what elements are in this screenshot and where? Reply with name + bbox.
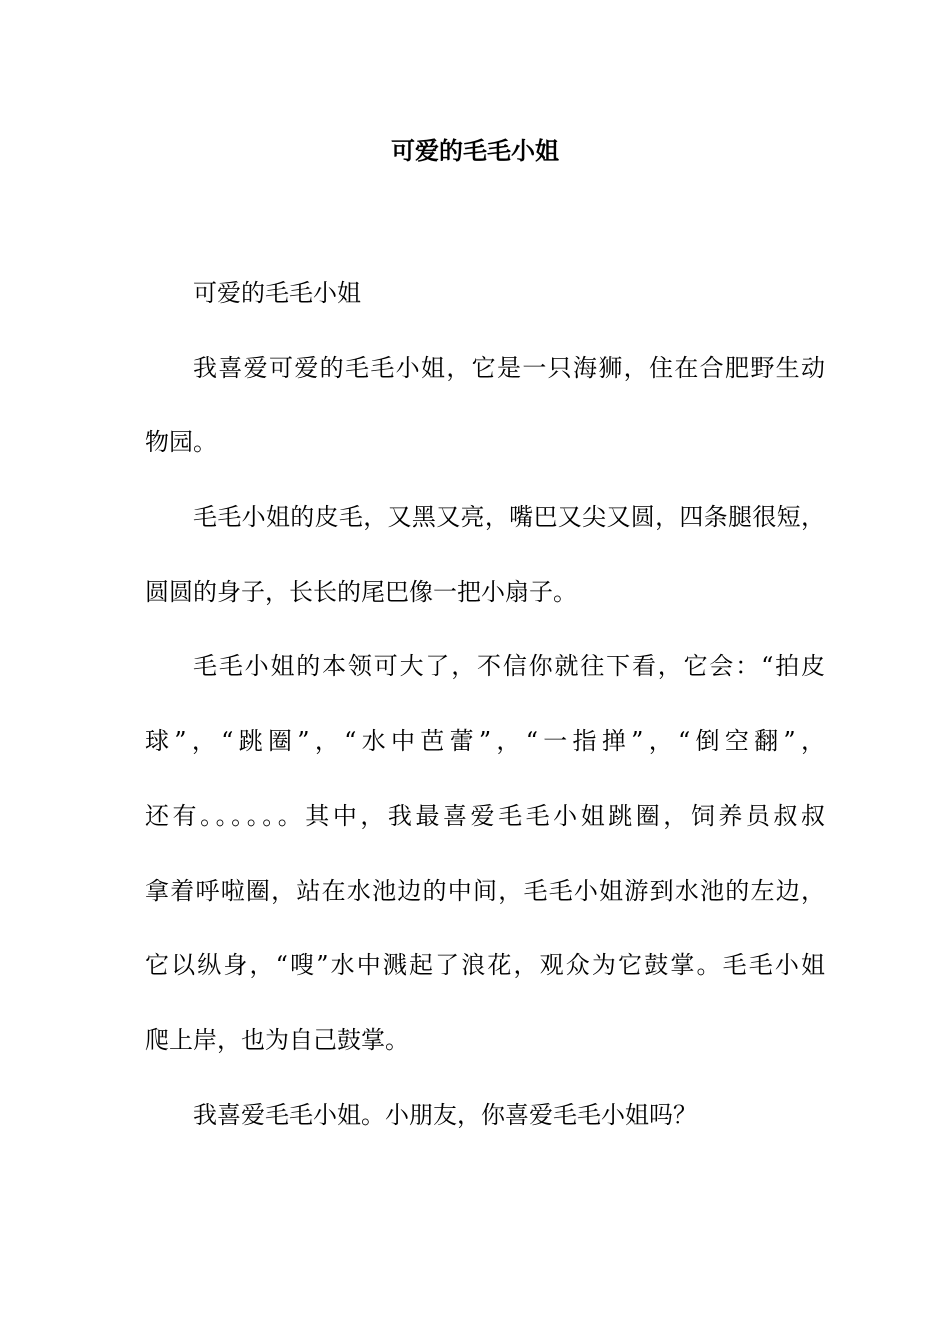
paragraph-line: 毛毛小姐的皮毛，又黑又亮，嘴巴又尖又圆，四条腿很短， (193, 503, 825, 532)
paragraph-line: 拿着呼啦圈，站在水池边的中间，毛毛小姐游到水池的左边， (145, 876, 825, 905)
paragraph-line: 可爱的毛毛小姐 (193, 279, 361, 307)
paragraph-line: 爬上岸，也为自己鼓掌。 (145, 1025, 409, 1054)
paragraph-line: 还有。。。。。。其中，我最喜爱毛毛小姐跳圈，饲养员叔叔 (145, 801, 825, 830)
paragraph-line: 圆圆的身子，长长的尾巴像一把小扇子。 (145, 577, 577, 606)
paragraph-line: 我喜爱毛毛小姐。小朋友，你喜爱毛毛小姐吗？ (193, 1100, 697, 1129)
paragraph-line: 毛毛小姐的本领可大了，不信你就往下看，它会：“拍皮 (193, 652, 825, 681)
paragraph-line: 球”，“跳圈”，“水中芭蕾”，“一指掸”，“倒空翻”， (145, 727, 825, 756)
document-title: 可爱的毛毛小姐 (391, 136, 559, 165)
paragraph-line: 物园。 (145, 428, 217, 457)
paragraph-line: 它以纵身，“嗖”水中溅起了浪花，观众为它鼓掌。毛毛小姐 (145, 951, 825, 980)
document-body (145, 256, 825, 1152)
paragraph-line: 我喜爱可爱的毛毛小姐，它是一只海狮，住在合肥野生动 (193, 353, 825, 382)
